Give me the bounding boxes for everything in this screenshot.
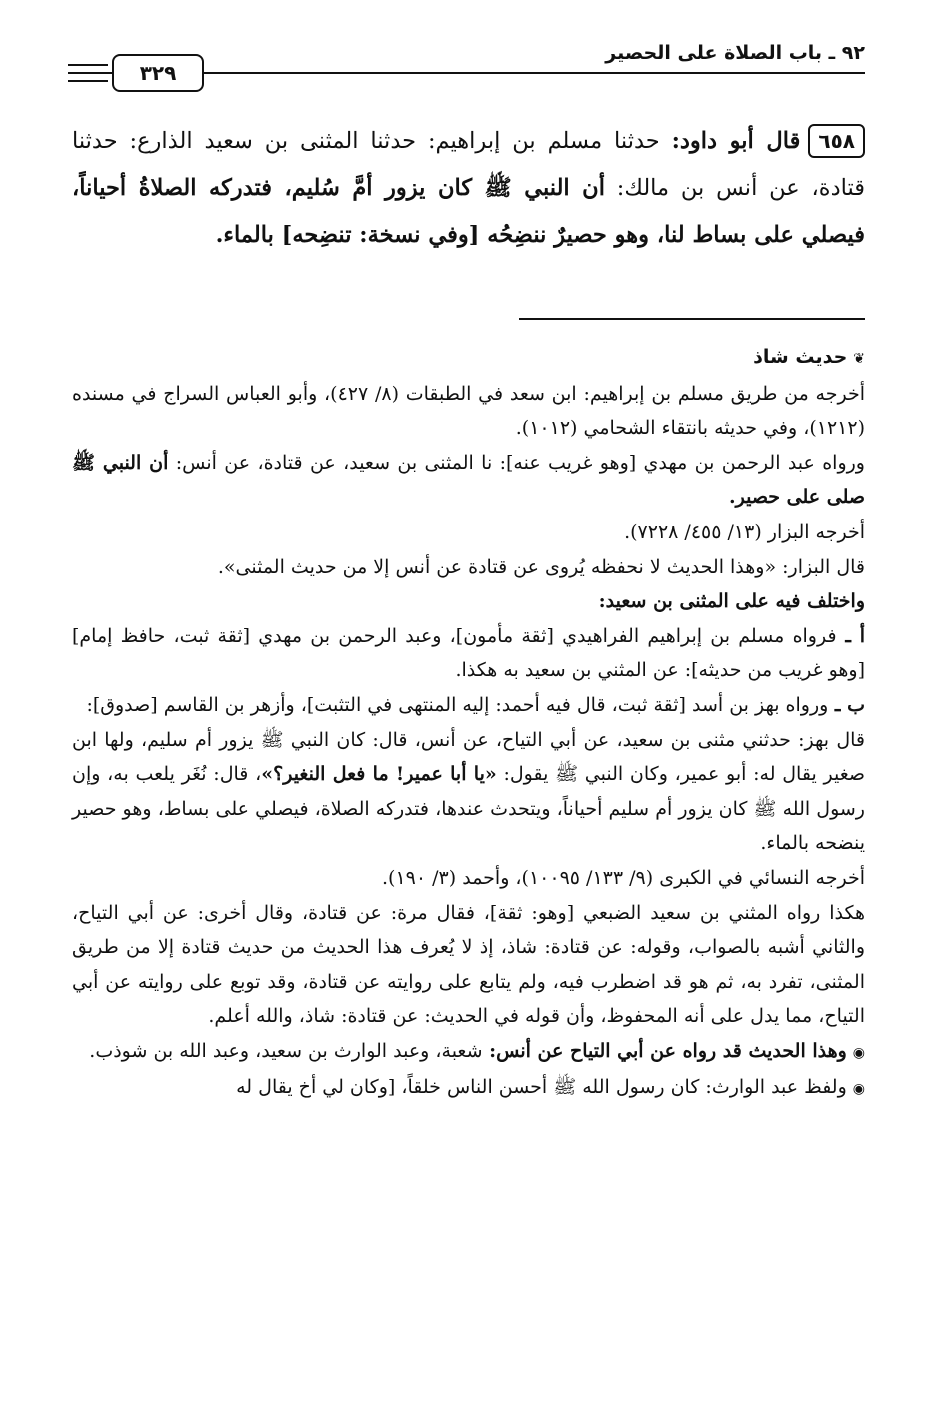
hadith-matn: أن النبي ﷺ كان يزور أمَّ سُليم، فتدركه الصلاةُ أحياناً، فيصلي على بساط لنا، وهو حصيرٌ ننضِحُه [وفي نسخة: تنضِحه] بالماء. <box>72 175 865 248</box>
hadith-text <box>72 118 865 259</box>
paragraph: أ ـ فرواه مسلم بن إبراهيم الفراهيدي [ثقة مأمون]، وعبد الرحمن بن مهدي [ثقة ثبت، حافظ إمام] [وهو غريب من حديثه]: عن المثني بن سعيد به هكذا. <box>72 624 865 682</box>
hadith-lead: قال أبو داود: <box>671 128 801 154</box>
paragraph: قال بهز: حدثني مثنى بن سعيد، عن أبي التياح، عن أنس، قال: كان النبي ﷺ يزور أم سليم، ولها ابن صغير يقال له: أبو عمير، وكان النبي ﷺ يقول: «يا أبا عمير! ما فعل النغير؟»، قال: نُغَر يلعب به، وإن رسول الله ﷺ كان يزور أم سليم أحياناً، ويتحدث عندها، فتدركه الصلاة، فيصلي على بساط، وهو حصير ينضحه بالماء. <box>72 728 865 855</box>
circle-bullet-icon: ◉ <box>852 1044 865 1061</box>
hadith-isnad: حدثنا مسلم بن إبراهيم: حدثنا المثنى بن سعيد الذارع: حدثنا قتادة، عن أنس بن مالك: <box>72 128 865 201</box>
paragraph: ◉ولفظ عبد الوارث: كان رسول الله ﷺ أحسن الناس خلقاً، [وكان لي أخ يقال له <box>72 1070 865 1107</box>
page-number: ٣٢٩ <box>112 54 204 92</box>
commentary-heading: ❦حديث شاذ <box>72 340 865 377</box>
circle-bullet-icon: ◉ <box>852 1081 865 1098</box>
paragraph: أخرجه البزار (١٣/ ٤٥٥/ ٧٢٢٨). <box>624 520 865 543</box>
paragraph: واختلف فيه على المثنى بن سعيد: <box>598 590 865 613</box>
ornament-icon: ❦ <box>853 351 865 367</box>
commentary <box>72 340 865 1107</box>
header-ornament <box>68 64 108 82</box>
paragraph: أخرجه من طريق مسلم بن إبراهيم: ابن سعد في الطبقات (٨/ ٤٢٧)، وأبو العباس السراج في مسنده (١٢١٢)، وفي حديثه بانتقاء الشحامي (١٠١٢). <box>72 382 865 440</box>
footnote-divider <box>519 318 865 320</box>
chapter-title: ٩٢ ـ باب الصلاة على الحصير <box>605 42 865 64</box>
paragraph: ورواه عبد الرحمن بن مهدي [وهو غريب عنه]: نا المثنى بن سعيد، عن قتادة، عن أنس: أن النبي ﷺ صلى على حصير. <box>72 451 865 509</box>
paragraph: ◉وهذا الحديث قد رواه عن أبي التياح عن أنس: شعبة، وعبد الوارث بن سعيد، وعبد الله بن شوذب. <box>72 1034 865 1071</box>
paragraph: ب ـ ورواه بهز بن أسد [ثقة ثبت، قال فيه أحمد: إليه المنتهى في التثبت]، وأزهر بن القاسم [صدوق]: <box>86 693 865 716</box>
paragraph: هكذا رواه المثني بن سعيد الضبعي [وهو: ثقة]، فقال مرة: عن قتادة، وقال أخرى: عن أبي التياح، والثاني أشبه بالصواب، وقوله: عن قتادة: شاذ، إذ لا يُعرف هذا الحديث من حديث قتادة إلا من طريق المثنى، تفرد به، ثم هو قد اضطرب فيه، ولم يتابع على روايته عن قتادة، وقد توبع على روايته عن أبي التياح، مما يدل على أنه المحفوظ، وأن قوله في الحديث: عن قتادة: شاذ، والله أعلم. <box>72 901 865 1028</box>
running-header <box>68 40 865 84</box>
hadith-number: ٦٥٨ <box>808 124 865 158</box>
paragraph: أخرجه النسائي في الكبرى (٩/ ١٣٣/ ١٠٠٩٥)، وأحمد (٣/ ١٩٠). <box>382 866 865 889</box>
paragraph: قال البزار: «وهذا الحديث لا نحفظه يُروى عن قتادة عن أنس إلا من حديث المثنى». <box>217 555 865 578</box>
